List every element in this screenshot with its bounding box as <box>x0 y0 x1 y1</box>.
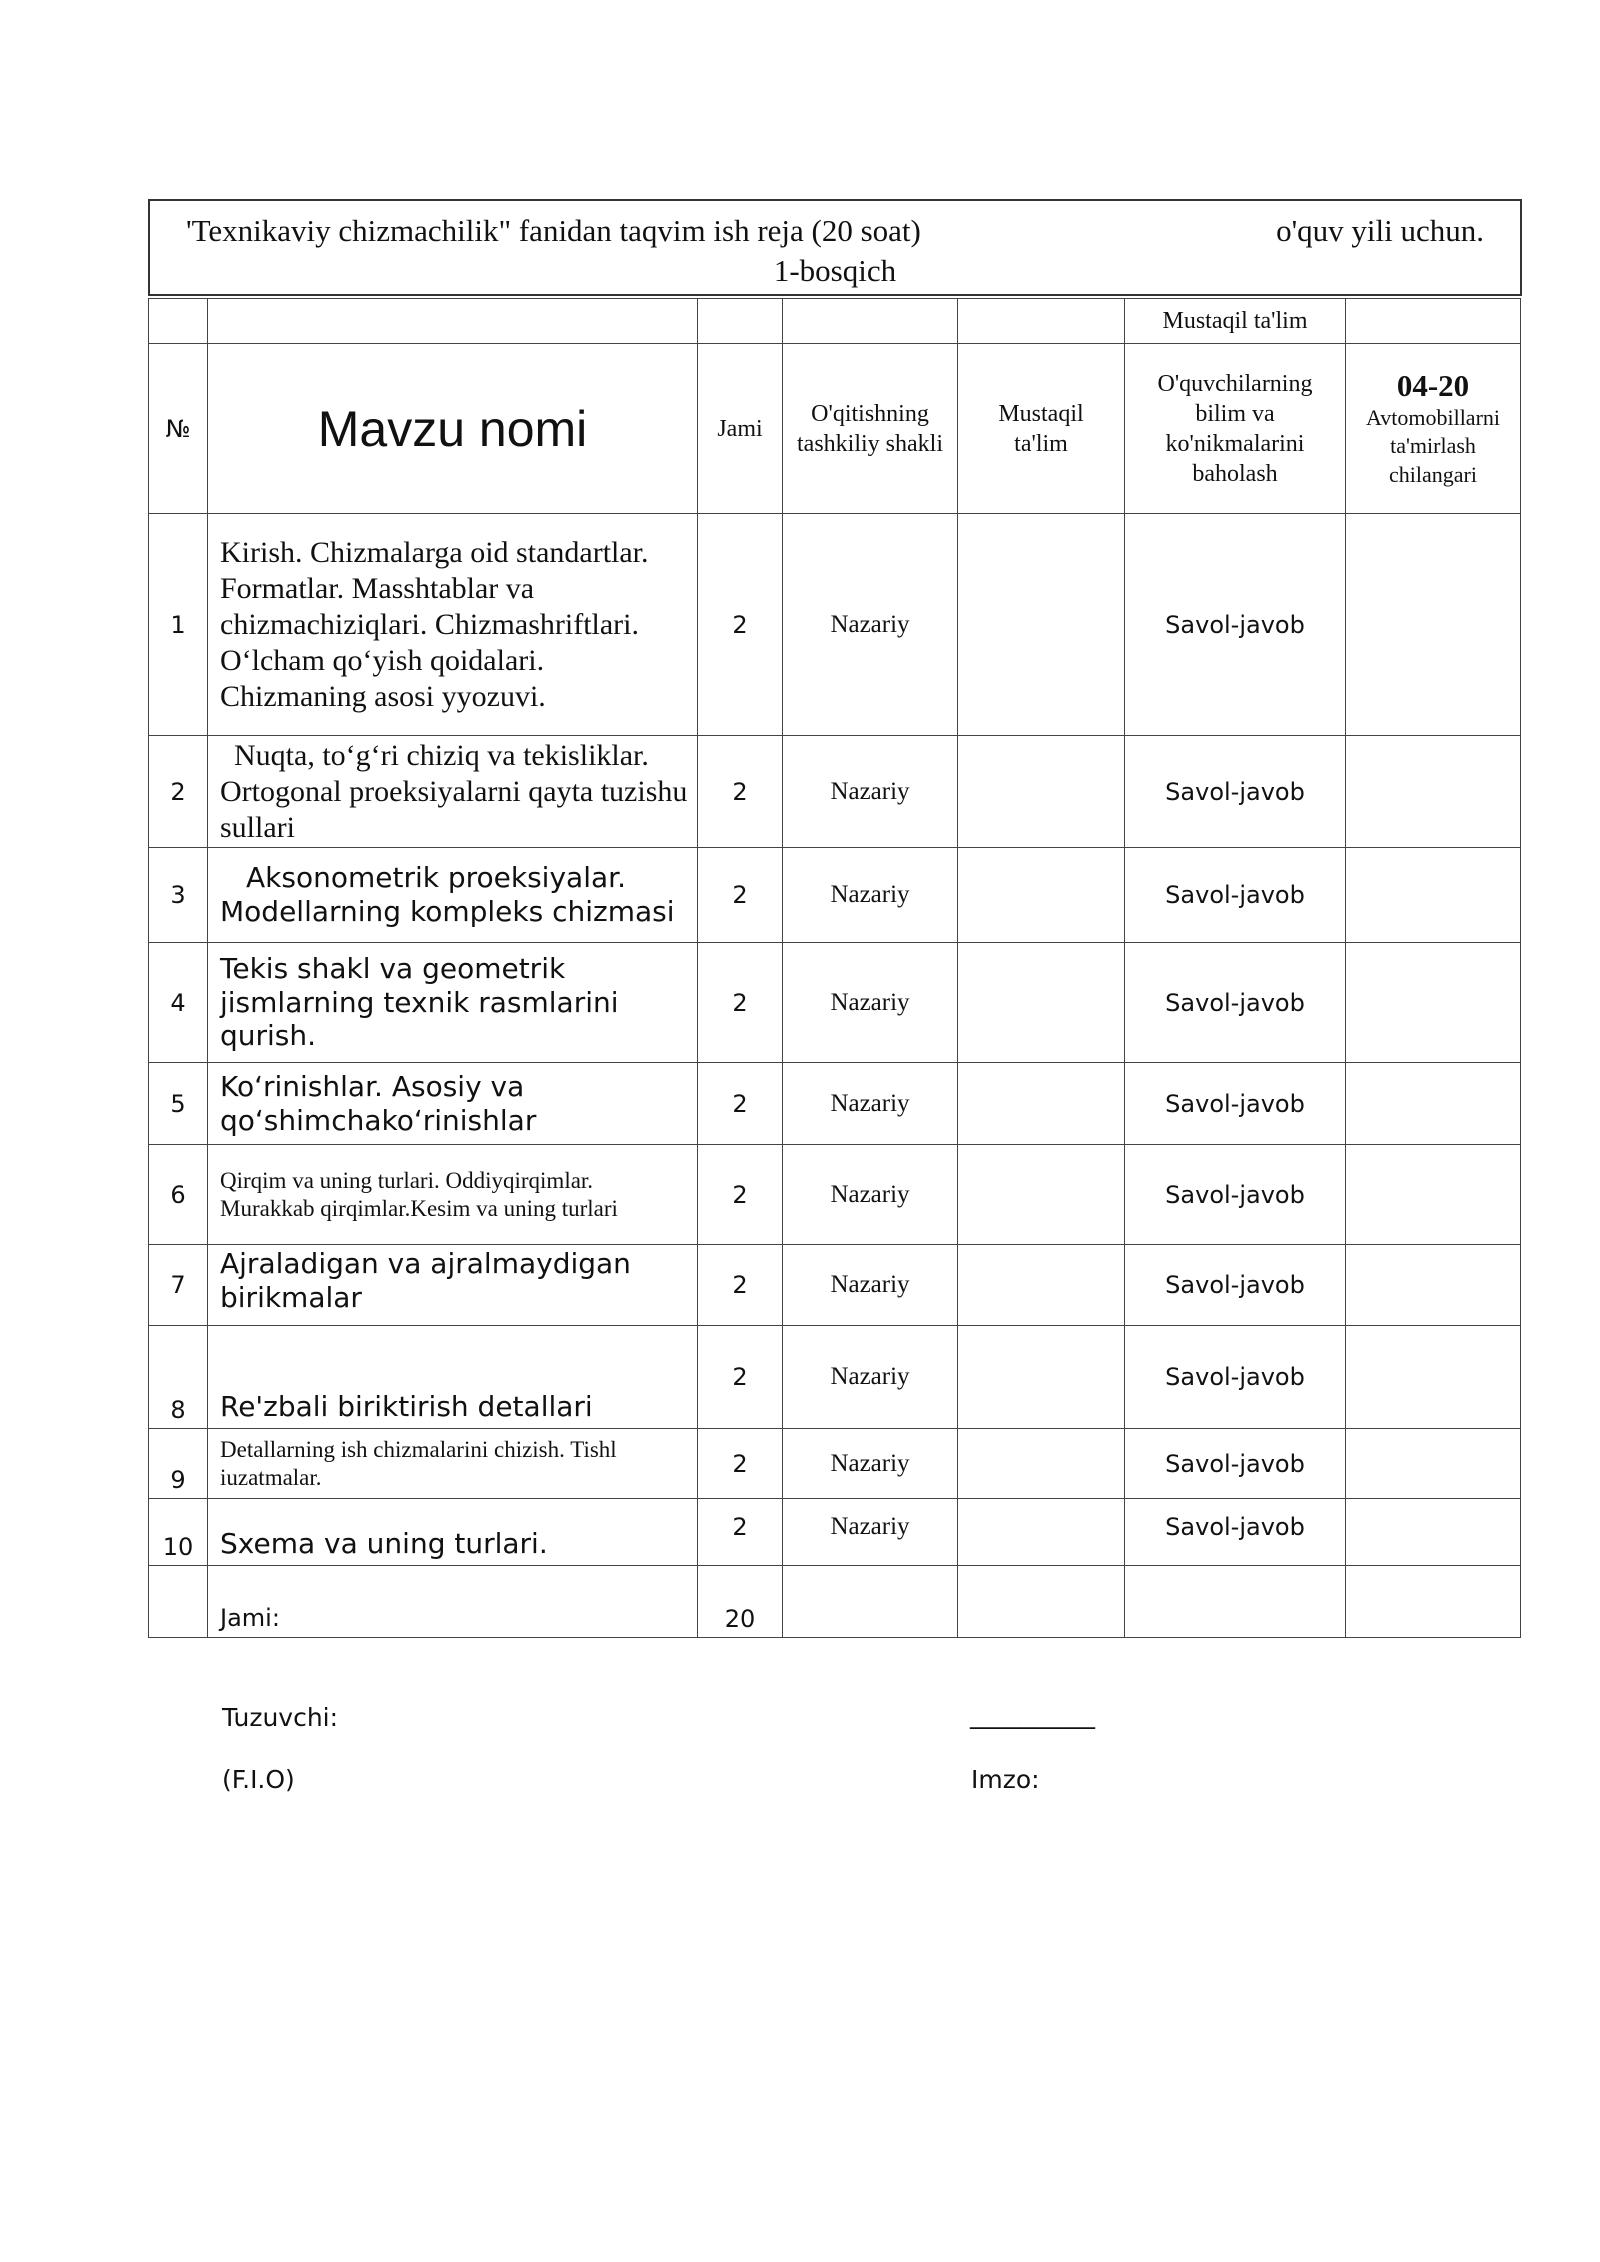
row-hours: 2 <box>698 1063 783 1145</box>
header-teaching-form: O'qitishning tashkiliy shakli <box>783 344 958 514</box>
row-form: Nazariy <box>783 943 958 1063</box>
table-row <box>149 1429 1521 1499</box>
group-name: Avtomobillarni ta'mirlash chilangari <box>1365 404 1501 487</box>
row-assessment: Savol-javob <box>1125 1429 1346 1499</box>
row-form: Nazariy <box>783 1326 958 1429</box>
row-assessment: Savol-javob <box>1125 514 1346 736</box>
row-hours: 2 <box>698 514 783 736</box>
row-number: 7 <box>149 1245 208 1326</box>
row-topic: Ajraladigan va ajralmaydigan birikmalar <box>208 1245 698 1326</box>
row-hours: 2 <box>698 1245 783 1326</box>
row-topic: Nuqta, to‘g‘ri chiziq va tekisliklar. Ortogonal proeksiyalarni qayta tuzishu sullari <box>208 736 698 848</box>
row-hours: 2 <box>698 943 783 1063</box>
row-topic: Detallarning ish chizmalarini chizish. Tishl iuzatmalar. <box>208 1429 698 1499</box>
row-independent <box>958 1326 1125 1429</box>
header-row <box>149 344 1521 514</box>
row-number: 6 <box>149 1145 208 1245</box>
row-hours: 2 <box>698 1499 783 1566</box>
row-form: Nazariy <box>783 1245 958 1326</box>
row-form: Nazariy <box>783 1063 958 1145</box>
row-assessment: Savol-javob <box>1125 1245 1346 1326</box>
row-form: Nazariy <box>783 848 958 943</box>
row-form: Nazariy <box>783 1145 958 1245</box>
row-group <box>1346 1499 1521 1566</box>
header-topic: Mavzu nomi <box>208 344 698 514</box>
calendar-plan-table <box>148 298 1521 1638</box>
total-row <box>149 1566 1521 1638</box>
table-row <box>149 736 1521 848</box>
header-num: № <box>149 344 208 514</box>
row-number: 8 <box>149 1326 208 1429</box>
table-row <box>149 1145 1521 1245</box>
row-form: Nazariy <box>783 1429 958 1499</box>
row-number: 10 <box>149 1499 208 1566</box>
row-independent <box>958 1499 1125 1566</box>
table-row <box>149 1326 1521 1429</box>
table-row <box>149 848 1521 943</box>
row-topic: Aksonometrik proeksiyalar. Modellarning kompleks chizmasi <box>208 848 698 943</box>
fio-label: (F.I.O) <box>222 1765 295 1794</box>
academic-year: o'quv yili uchun. <box>1276 213 1484 248</box>
row-assessment: Savol-javob <box>1125 848 1346 943</box>
row-number: 1 <box>149 514 208 736</box>
row-assessment: Savol-javob <box>1125 1063 1346 1145</box>
stage-label: 1-bosqich <box>773 253 897 288</box>
row-group <box>1346 514 1521 736</box>
compiler-label: Tuzuvchi: <box>222 1703 339 1732</box>
header-independent: Mustaqil ta'lim <box>958 344 1125 514</box>
row-form: Nazariy <box>783 1499 958 1566</box>
header-independent-study: Mustaqil ta'lim <box>1125 299 1346 344</box>
row-independent <box>958 1245 1125 1326</box>
row-topic: Sxema va uning turlari. <box>208 1499 698 1566</box>
row-group <box>1346 1063 1521 1145</box>
row-hours: 2 <box>698 736 783 848</box>
row-topic: Re'zbali biriktirish detallari <box>208 1326 698 1429</box>
total-hours: 20 <box>698 1566 783 1638</box>
row-hours: 2 <box>698 1145 783 1245</box>
header-assessment: O'quvchilarning bilim va ko'nikmalarini baholash <box>1125 344 1346 514</box>
row-topic: Qirqim va uning turlari. Oddiyqirqimlar. Murakkab qirqimlar.Kesim va uning turlari <box>208 1145 698 1245</box>
total-label: Jami: <box>208 1566 698 1638</box>
row-independent <box>958 943 1125 1063</box>
row-group <box>1346 736 1521 848</box>
row-independent <box>958 848 1125 943</box>
row-topic: Kirish. Chizmalarga oid standartlar. Formatlar. Masshtablar va chizmachiziqlari. Chizmashriftlari. O‘lcham qo‘yish qoidalari. Chizmaning asosi yyozuvi. <box>208 514 698 736</box>
row-form: Nazariy <box>783 514 958 736</box>
super-header-row <box>149 299 1521 344</box>
row-number: 9 <box>149 1429 208 1499</box>
row-number: 3 <box>149 848 208 943</box>
table-row <box>149 943 1521 1063</box>
row-group <box>1346 1245 1521 1326</box>
table-row <box>149 1499 1521 1566</box>
row-independent <box>958 1063 1125 1145</box>
row-group <box>1346 848 1521 943</box>
row-topic: Tekis shakl va geometrik jismlarning texnik rasmlarini qurish. <box>208 943 698 1063</box>
header-group <box>1346 344 1521 514</box>
row-number: 5 <box>149 1063 208 1145</box>
row-assessment: Savol-javob <box>1125 1326 1346 1429</box>
row-number: 2 <box>149 736 208 848</box>
header-total: Jami <box>698 344 783 514</box>
row-group <box>1346 1326 1521 1429</box>
row-hours: 2 <box>698 1429 783 1499</box>
table-row <box>149 514 1521 736</box>
document-title: 'Texnikaviy chizmachilik" fanidan taqvim ish reja (20 soat) <box>186 213 921 248</box>
table-row <box>149 1245 1521 1326</box>
row-topic: Koʻrinishlar. Asosiy va qoʻshimchakoʻrinishlar <box>208 1063 698 1145</box>
row-hours: 2 <box>698 1326 783 1429</box>
table-row <box>149 1063 1521 1145</box>
group-code: 04-20 <box>1396 367 1470 403</box>
row-form: Nazariy <box>783 736 958 848</box>
row-independent <box>958 514 1125 736</box>
row-assessment: Savol-javob <box>1125 1145 1346 1245</box>
row-independent <box>958 1145 1125 1245</box>
row-independent <box>958 736 1125 848</box>
row-group <box>1346 1145 1521 1245</box>
row-assessment: Savol-javob <box>1125 943 1346 1063</box>
document-title-box <box>148 199 1522 296</box>
signature-label: Imzo: <box>971 1765 1040 1794</box>
row-number: 4 <box>149 943 208 1063</box>
row-group <box>1346 1429 1521 1499</box>
row-group <box>1346 943 1521 1063</box>
row-assessment: Savol-javob <box>1125 736 1346 848</box>
row-hours: 2 <box>698 848 783 943</box>
row-independent <box>958 1429 1125 1499</box>
row-assessment: Savol-javob <box>1125 1499 1346 1566</box>
signature-line: __________ <box>970 1700 1095 1729</box>
